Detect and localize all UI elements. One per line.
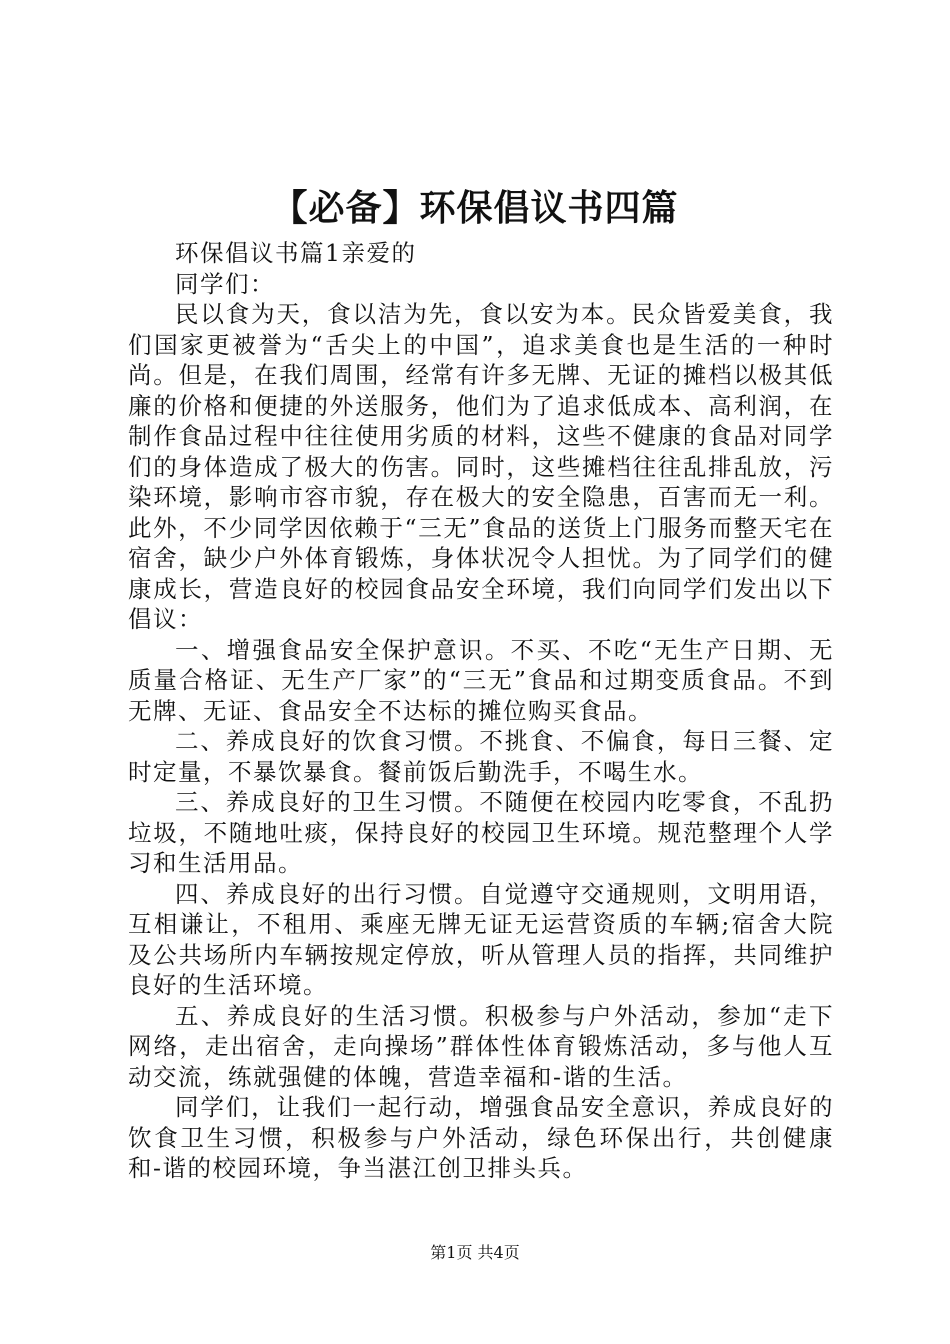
document-title: 【必备】环保倡议书四篇 (271, 187, 679, 229)
paragraph-item-4: 四、养成良好的出行习惯。自觉遵守交通规则，文明用语，互相谦让，不租用、乘座无牌无证无运营资质的车辆;宿舍大院及公共场所内车辆按规定停放，听从管理人员的指挥，共同维护良好的生活环境。 (128, 879, 834, 999)
salutation-line-2: 同学们： (175, 269, 275, 298)
document-body (128, 238, 834, 1184)
paragraph-item-3: 三、养成良好的卫生习惯。不随便在校园内吃零食，不乱扔垃圾，不随地吐痰，保持良好的校园卫生环境。规范整理个人学习和生活用品。 (128, 788, 834, 877)
salutation-line-1: 环保倡议书篇1亲爱的 (175, 239, 417, 267)
paragraph-closing: 同学们，让我们一起行动，增强食品安全意识，养成良好的饮食卫生习惯，积极参与户外活动，绿色环保出行，共创健康和-谐的校园环境，争当湛江创卫排头兵。 (128, 1093, 834, 1182)
paragraph-item-2: 二、养成良好的饮食习惯。不挑食、不偏食，每日三餐、定时定量，不暴饮暴食。餐前饭后勤洗手，不喝生水。 (128, 727, 834, 786)
page-footer: 第1页 共4页 (430, 1243, 520, 1262)
paragraph-item-1: 一、增强食品安全保护意识。不买、不吃“无生产日期、无质量合格证、无生产厂家”的“三无”食品和过期变质食品。不到无牌、无证、食品安全不达标的摊位购买食品。 (128, 635, 834, 725)
paragraph-item-5: 五、养成良好的生活习惯。积极参与户外活动，参加“走下网络，走出宿舍，走向操场”群体性体育锻炼活动，多与他人互动交流，练就强健的体魄，营造幸福和-谐的生活。 (128, 1001, 834, 1091)
paragraph-intro: 民以食为天，食以洁为先，食以安为本。民众皆爱美食，我们国家更被誉为“舌尖上的中国”，追求美食也是生活的一种时尚。但是，在我们周围，经常有许多无牌、无证的摊档以极其低廉的价格和便捷的外送服务，他们为了追求低成本、高利润，在制作食品过程中往往使用劣质的材料，这些不健康的食品对同学们的身体造成了极大的伤害。同时，这些摊档往往乱排乱放，污染环境，影响市容市貌，存在极大的安全隐患，百害而无一利。此外，不少同学因依赖于“三无”食品的送货上门服务而整天宅在宿舍，缺少户外体育锻炼，身体状况令人担忧。为了同学们的健康成长，营造良好的校园食品安全环境，我们向同学们发出以下倡议： (128, 300, 834, 633)
